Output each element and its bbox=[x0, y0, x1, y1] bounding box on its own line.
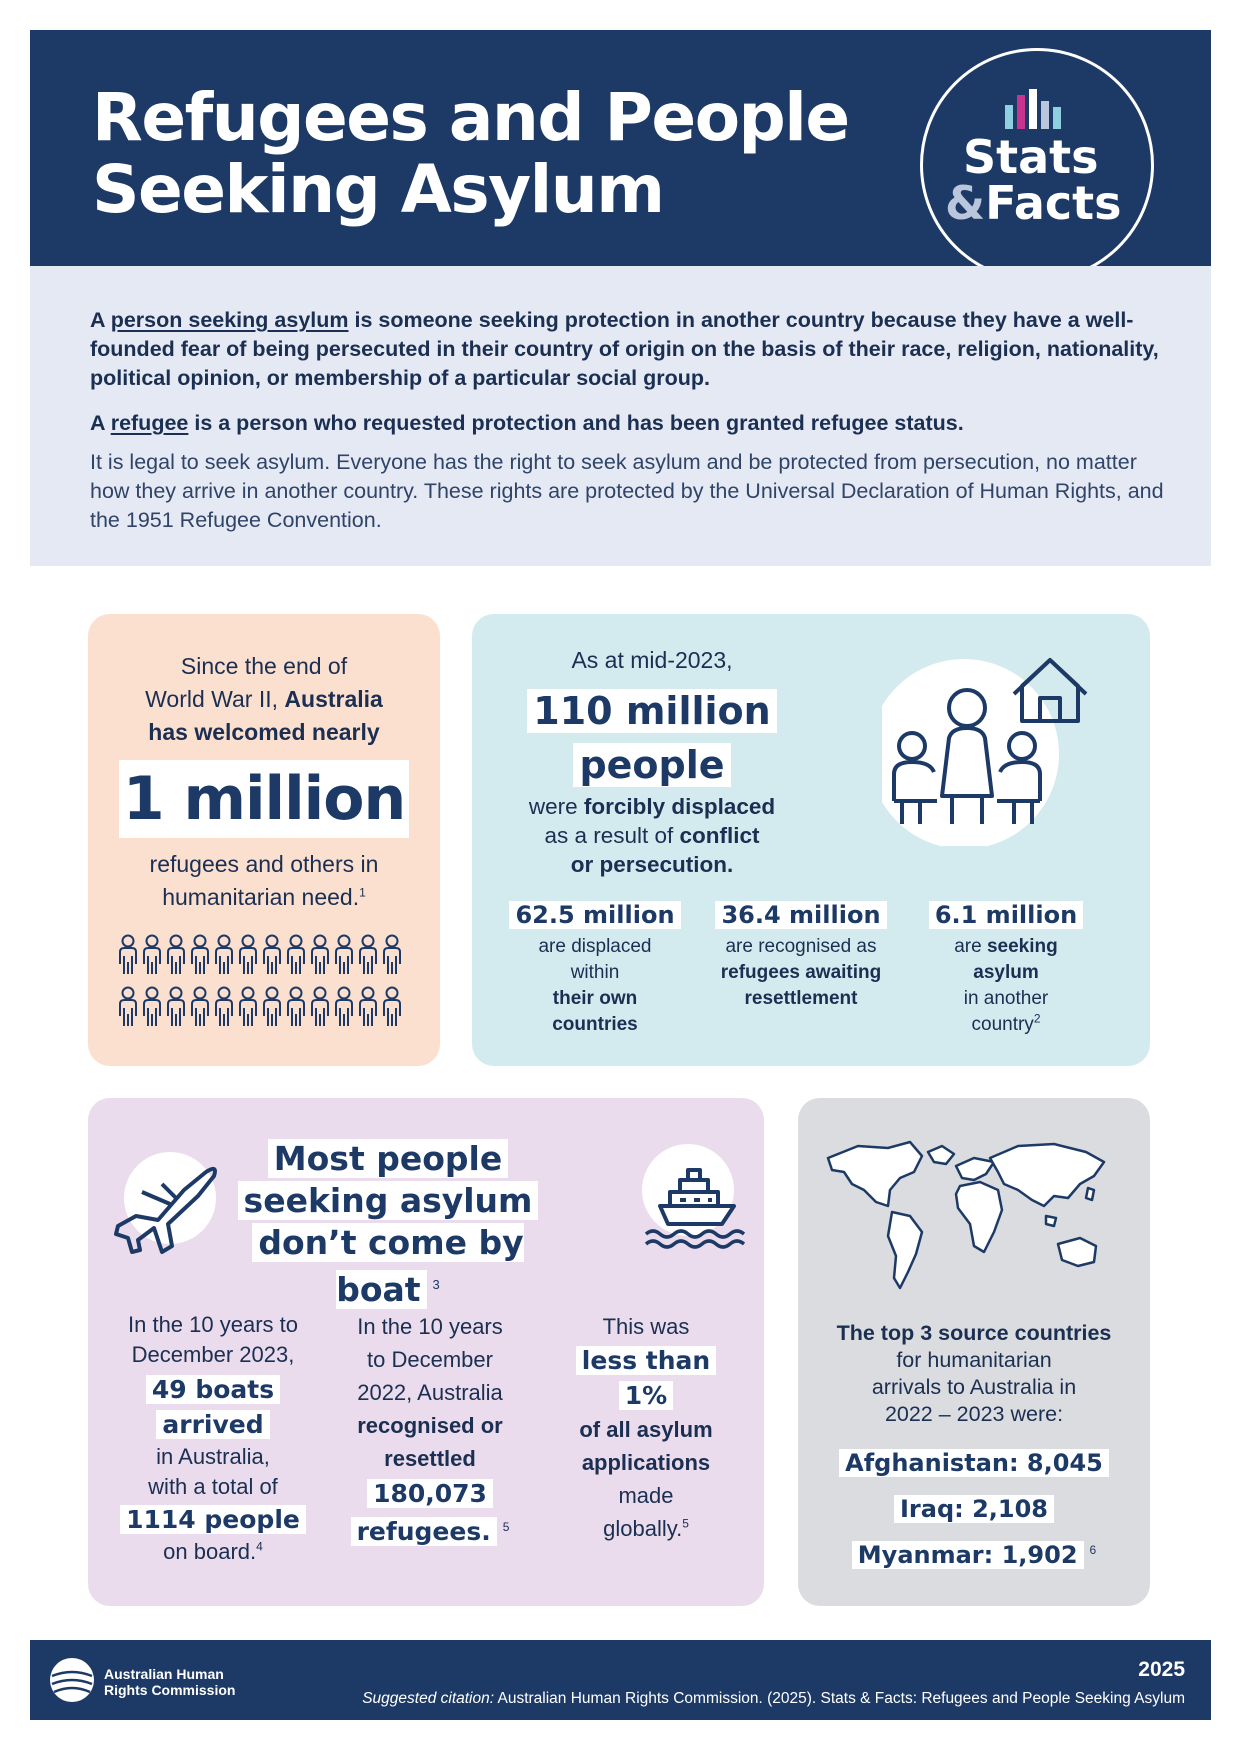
legal-statement: It is legal to seek asylum. Everyone has the right to seek asylum and be protected from persecution, no matter how they arrive in another country. These rights are protected by the Universal Declaration of Human Rights, and the 1951 Refugee Convention. bbox=[90, 450, 1164, 532]
header-banner bbox=[30, 30, 1211, 266]
boats-column-3: This was less than 1% of all asylum applications made globally.$^5$ bbox=[554, 1310, 738, 1545]
boat-arrivals-card bbox=[88, 1098, 764, 1606]
asylum-definition: A person seeking asylum is someone seeking protection in another country because they have a well-founded fear of being persecuted in their country of origin on the basis of their race, religion, nationality, political opinion, or membership of a particular social group. bbox=[90, 308, 1159, 390]
one-million-figure: 1 million bbox=[119, 760, 409, 838]
list-item: Iraq: 2,108 bbox=[798, 1486, 1150, 1532]
suggested-citation: Suggested citation: Australian Human Rights Commission. (2025). Stats & Facts: Refugees and People Seeking Asylum bbox=[362, 1690, 1185, 1707]
refugee-definition: A refugee is a person who requested protection and has been granted refugee status. bbox=[90, 411, 964, 435]
ship-icon bbox=[642, 1140, 752, 1250]
australia-card: Since the end of World War II, Australia has welcomed nearly 1 million refugees and others in humanitarian need.$^1$ bbox=[88, 614, 440, 1066]
family-shelter-icon bbox=[882, 646, 1112, 846]
ahrc-logo-icon bbox=[48, 1656, 96, 1704]
bar-chart-icon bbox=[1005, 89, 1075, 129]
list-item: Myanmar: 1,902 $^6$ bbox=[798, 1532, 1150, 1578]
boats-heading: Most people seeking asylum don’t come by boat $^3$ bbox=[198, 1138, 578, 1311]
world-map-icon bbox=[818, 1128, 1118, 1308]
boats-column-1: In the 10 years to December 2023, 49 boats arrived in Australia, with a total of 1114 people on board.$^4$ bbox=[108, 1310, 318, 1567]
publication-year: 2025 bbox=[1138, 1658, 1185, 1681]
source-country-list bbox=[798, 1440, 1150, 1578]
stat-asylum-seekers: 6.1 million are seeking asylum in another country$^2$ bbox=[922, 898, 1090, 1038]
people-grid-icon bbox=[118, 934, 410, 1032]
boats-column-2: In the 10 years to December 2022, Australia recognised or resettled 180,073 refugees. $^5$ bbox=[330, 1310, 530, 1551]
source-countries-card: The top 3 source countries for humanitarian arrivals to Australia in 2022 – 2023 were: Afghanistan: 8,045 Iraq: 2,108 Myanmar: 1,902 $^6$ bbox=[798, 1098, 1150, 1606]
stat-refugees: 36.4 million are recognised as refugees awaiting resettlement bbox=[704, 898, 898, 1012]
stats-facts-badge: Stats &Facts bbox=[920, 48, 1154, 282]
organisation-name: Australian Human Rights Commission bbox=[104, 1666, 236, 1698]
footer bbox=[30, 1640, 1211, 1720]
110-million-figure: 110 million people bbox=[502, 684, 802, 792]
page-title: Refugees and People Seeking Asylum bbox=[92, 79, 849, 228]
displacement-card: As at mid-2023, 110 million people were forcibly displaced as a result of conflict or persecution. 62.5 million are displaced within their own countries 36.4 million are recognised as refugees awaiting resettlement 6.1 million are seeking asylum in another country$^2$ bbox=[472, 614, 1150, 1066]
stat-internally-displaced: 62.5 million are displaced within their own countries bbox=[500, 898, 690, 1038]
list-item: Afghanistan: 8,045 bbox=[798, 1440, 1150, 1486]
definitions-panel bbox=[30, 266, 1211, 566]
